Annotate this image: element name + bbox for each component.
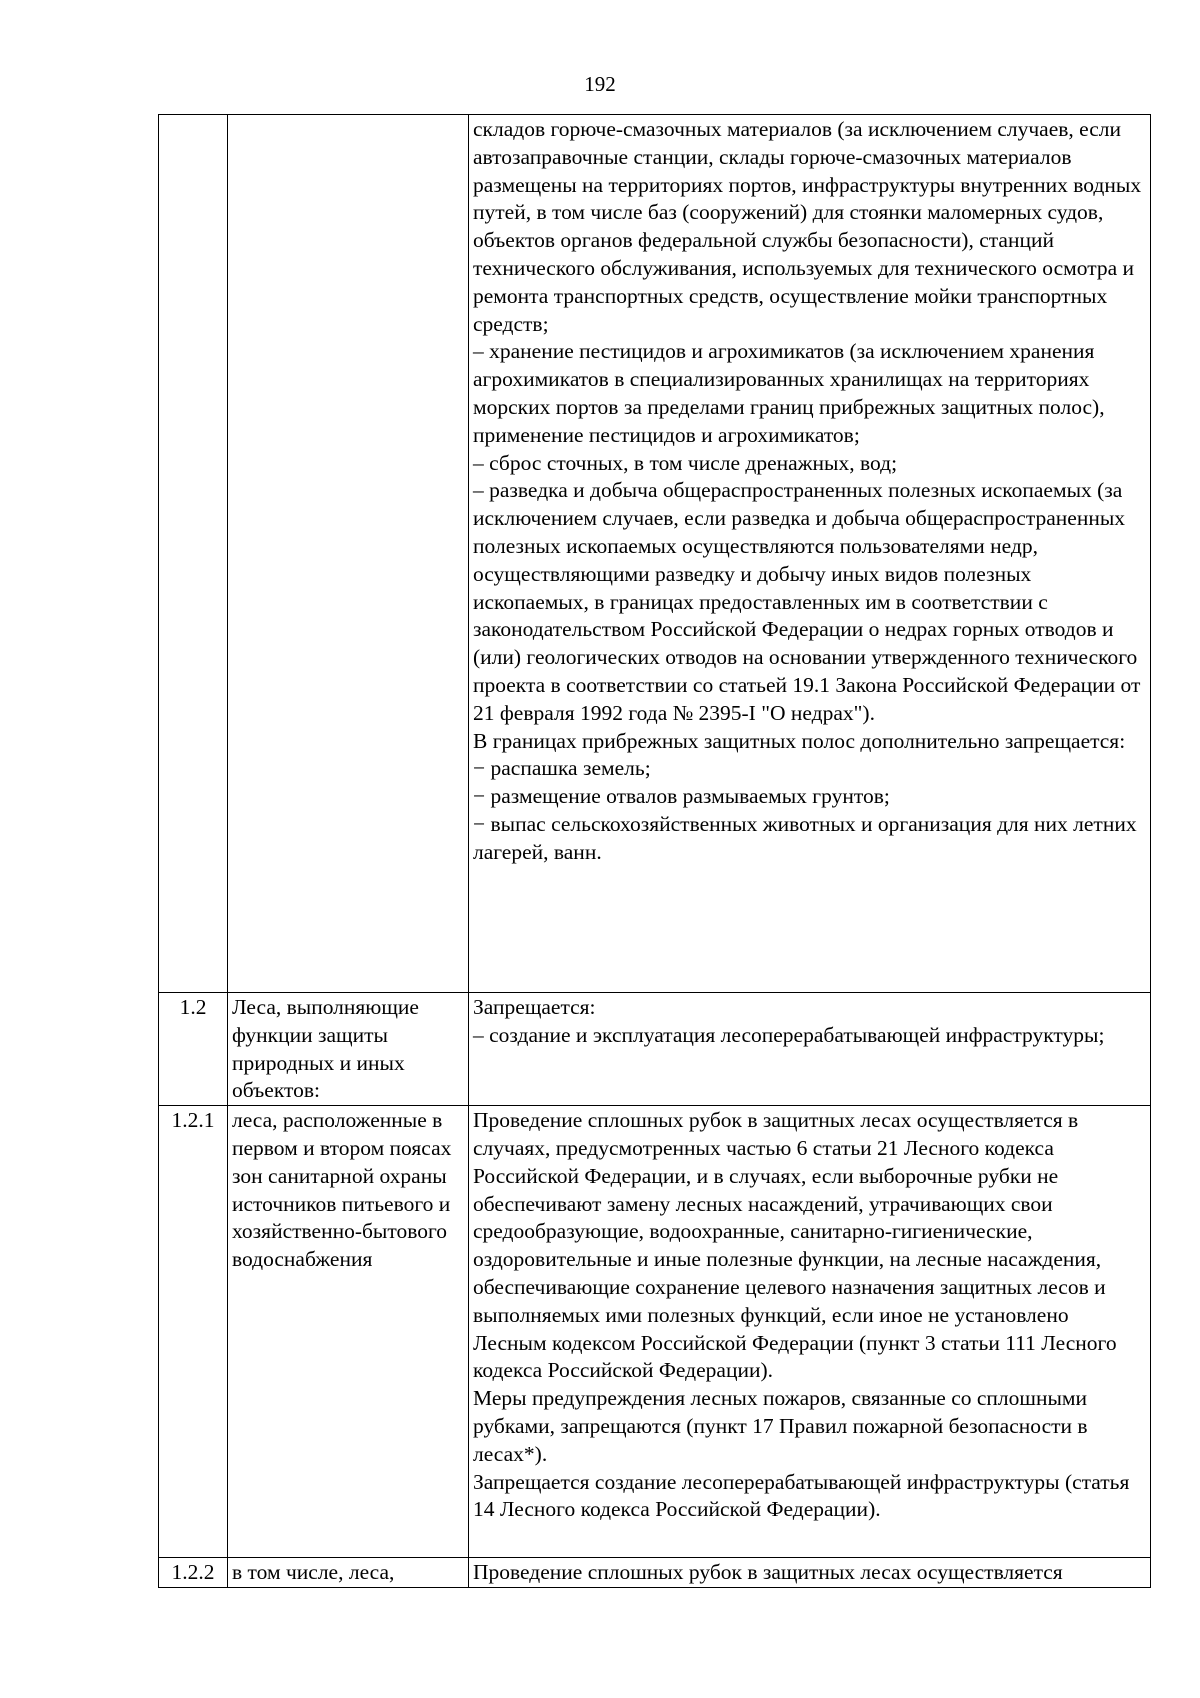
restriction-text	[469, 993, 1151, 1106]
list-item: – создание и эксплуатация лесоперерабатывающей инфраструктуры;	[473, 1022, 1105, 1047]
paragraph: В границах прибрежных защитных полос дополнительно запрещается:	[473, 728, 1126, 753]
table-row	[159, 993, 1151, 1106]
restriction-text	[469, 1106, 1151, 1558]
list-item: − размещение отвалов размываемых грунтов;	[473, 784, 890, 809]
list-item: − выпас сельскохозяйственных животных и организация для них летних лагерей, ванн.	[473, 811, 1142, 864]
paragraph: Проведение сплошных рубок в защитных лесах осуществляется	[473, 1560, 1063, 1585]
object-name: леса, расположенные в первом и втором поясах зон санитарной охраны источников питьевого и хозяйственно-бытового водоснабжения	[228, 1106, 469, 1558]
list-item: − распашка земель;	[473, 756, 651, 781]
table-row	[159, 1558, 1151, 1588]
list-item: – разведка и добыча общераспространенных полезных ископаемых (за исключением случаев, если разведка и добыча общераспространенных полезных ископаемых осуществляются пользователями недр, осуществляющими разведку и добычу иных видов полезных ископаемых, в границах предоставленных им в соответствии с законодательством Российской Федерации о недрах горных отводов и (или) геологических отводов на основании утвержденного технического проекта в соответствии со статьей 19.1 Закона Российской Федерации от 21 февраля 1992 года № 2395-I "О недрах").	[473, 478, 1146, 725]
page-number: 192	[584, 72, 616, 96]
row-number: 1.2	[159, 993, 228, 1106]
paragraph: Запрещается создание лесоперерабатывающей инфраструктуры (статья 14 Лесного кодекса Российской Федерации).	[473, 1469, 1130, 1522]
row-number: 1.2.1	[159, 1106, 228, 1558]
table-row	[159, 1106, 1151, 1558]
list-item: – сброс сточных, в том числе дренажных, вод;	[473, 450, 898, 475]
object-name: в том числе, леса,	[228, 1558, 469, 1588]
object-name	[228, 115, 469, 993]
object-name: Леса, выполняющие функции защиты природных и иных объектов:	[228, 993, 469, 1106]
row-number	[159, 115, 228, 993]
list-item: – хранение пестицидов и агрохимикатов (за исключением хранения агрохимикатов в специализированных хранилищах на территориях морских портов за пределами границ прибрежных защитных полос), применение пестицидов и агрохимикатов;	[473, 339, 1110, 447]
restriction-text	[469, 115, 1151, 993]
restriction-text	[469, 1558, 1151, 1588]
paragraph: складов горюче-смазочных материалов (за исключением случаев, если автозаправочные станции, склады горюче-смазочных материалов размещены на территориях портов, инфраструктуры внутренних водных путей, в том числе баз (сооружений) для стоянки маломерных судов, объектов органов федеральной службы безопасности), станций технического обслуживания, используемых для технического осмотра и ремонта транспортных средств, осуществление мойки транспортных средств;	[473, 117, 1142, 336]
table-row	[159, 115, 1151, 993]
paragraph: Проведение сплошных рубок в защитных лесах осуществляется в случаях, предусмотренных частью 6 статьи 21 Лесного кодекса Российской Федерации, и в случаях, если выборочные рубки не обеспечивают замену лесных насаждений, утрачивающих свои средообразующие, водоохранные, санитарно-гигиенические, оздоровительные и иные полезные функции, на лесные насаждения, обеспечивающие сохранение целевого назначения защитных лесов и выполняемых ими полезных функций, если иное не установлено Лесным кодексом Российской Федерации (пункт 3 статьи 111 Лесного кодекса Российской Федерации).	[473, 1108, 1117, 1383]
paragraph: Меры предупреждения лесных пожаров, связанные со сплошными рубками, запрещаются (пункт 17 Правил пожарной безопасности в лесах*).	[473, 1386, 1088, 1466]
paragraph: Запрещается:	[473, 995, 596, 1019]
row-number: 1.2.2	[159, 1558, 228, 1588]
document-table	[158, 114, 1151, 1588]
